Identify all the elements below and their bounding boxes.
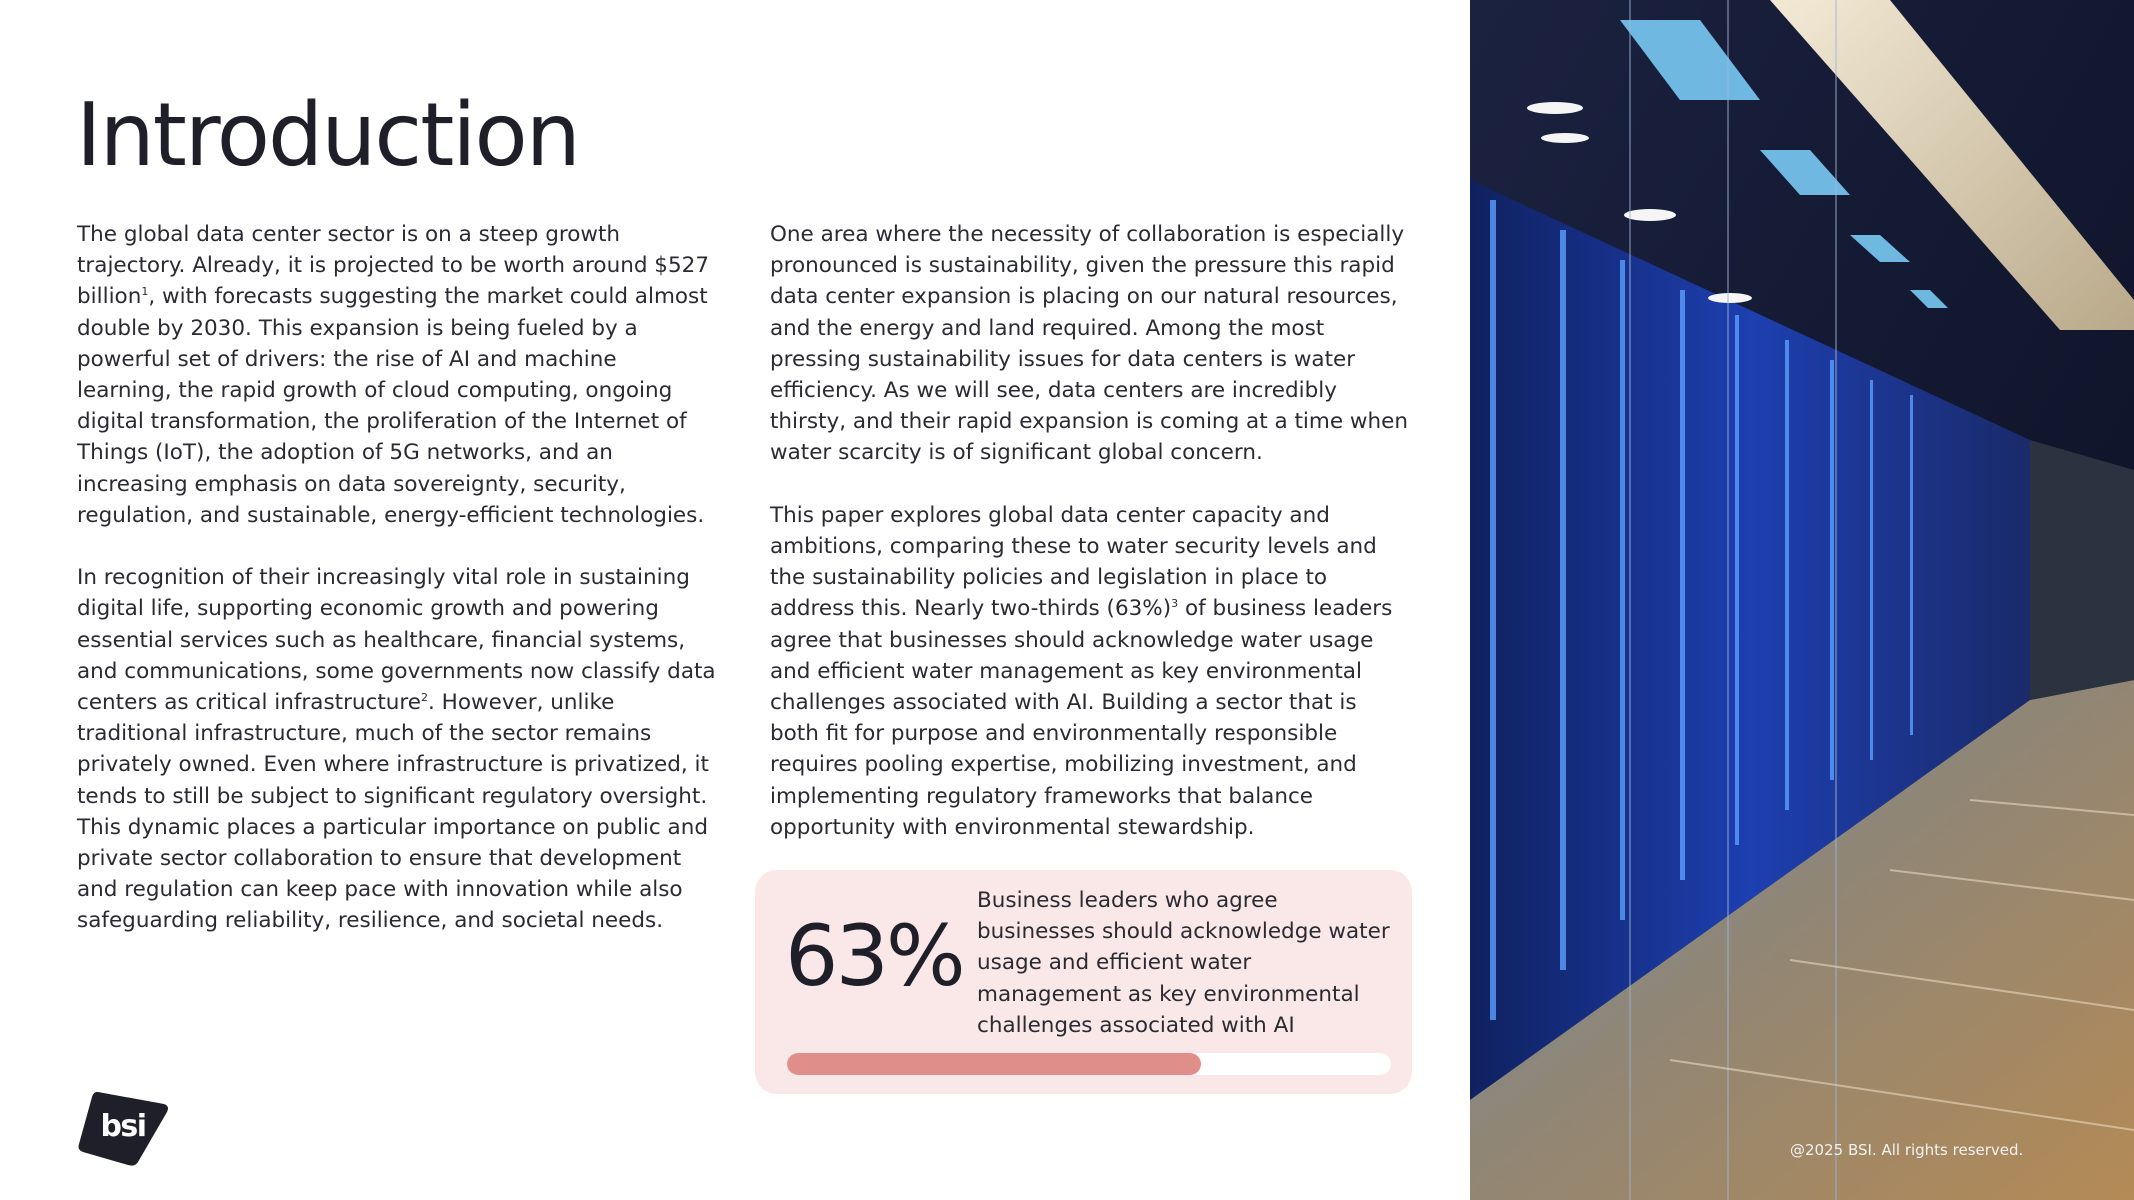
intro-paragraph-3: One area where the necessity of collaboration is especially pronounced is sustainability, given the pressure this rapid data center expansion is placing on our natural resources, and the energy and land required. Among the most pressing sustainability issues for data centers is water efficiency. As we will see, data centers are incredibly thirsty, and their rapid expansion is coming at a time when water scarcity is of significant global concern. bbox=[770, 222, 1408, 466]
footnote-ref-3[interactable]: 3 bbox=[1171, 597, 1179, 611]
logo-text: bsi bbox=[100, 1109, 146, 1144]
bsi-logo bbox=[76, 1088, 170, 1168]
stat-progress-fill bbox=[787, 1053, 1201, 1075]
intro-paragraph-4: This paper explores global data center capacity and ambitions, comparing these to water security levels and the sustainability policies and legislation in place to address this. Nearly two-thirds $(63\%)^3$ of business leaders agree that businesses should acknowledge water usage and efficient water management as key environmental challenges associated with AI. Building a sector that is both fit for purpose and environmentally responsible requires pooling expertise, mobilizing investment, and implementing regulatory frameworks that balance opportunity with environmental stewardship. bbox=[770, 502, 1393, 840]
footnote-ref-1[interactable]: 1 bbox=[141, 285, 149, 299]
copyright-notice: @2025 BSI. All rights reserved. bbox=[1790, 1141, 2024, 1159]
page-title: Introduction bbox=[76, 84, 579, 186]
stat-callout-card bbox=[755, 870, 1412, 1094]
intro-paragraph-1: The global data center sector is on a steep growth trajectory. Already, it is projected to be worth around $527 billion$^1$, with forecasts suggesting the market could almost double by 2030. This expansion is being fueled by a powerful set of drivers: the rise of AI and machine learning, the rapid growth of cloud computing, ongoing digital transformation, the proliferation of the Internet of Things (IoT), the adoption of 5G networks, and an increasing emphasis on data sovereignty, security, regulation, and sustainable, energy-efficient technologies. bbox=[77, 222, 710, 528]
stat-progress-track bbox=[787, 1053, 1391, 1075]
stat-value: 63% bbox=[785, 907, 963, 1005]
stat-description: Business leaders who agree businesses should acknowledge water usage and efficient water management as key environmental challenges associated with AI bbox=[977, 888, 1390, 1038]
intro-paragraph-2: In recognition of their increasingly vital role in sustaining digital life, supporting economic growth and powering essential services such as healthcare, financial systems, and communications, some governments now classify data centers as critical infrastructure$^2$. However, unlike traditional infrastructure, much of the sector remains privately owned. Even where infrastructure is privatized, it tends to still be subject to significant regulatory oversight. This dynamic places a particular importance on public and private sector collaboration to ensure that development and regulation can keep pace with innovation while also safeguarding reliability, resilience, and societal needs. bbox=[77, 565, 716, 934]
data-center-photo-art bbox=[1470, 0, 2134, 1200]
right-column bbox=[770, 219, 1410, 874]
data-center-photo bbox=[1470, 0, 2134, 1200]
left-column bbox=[77, 219, 717, 968]
footnote-ref-2[interactable]: 2 bbox=[421, 690, 429, 704]
